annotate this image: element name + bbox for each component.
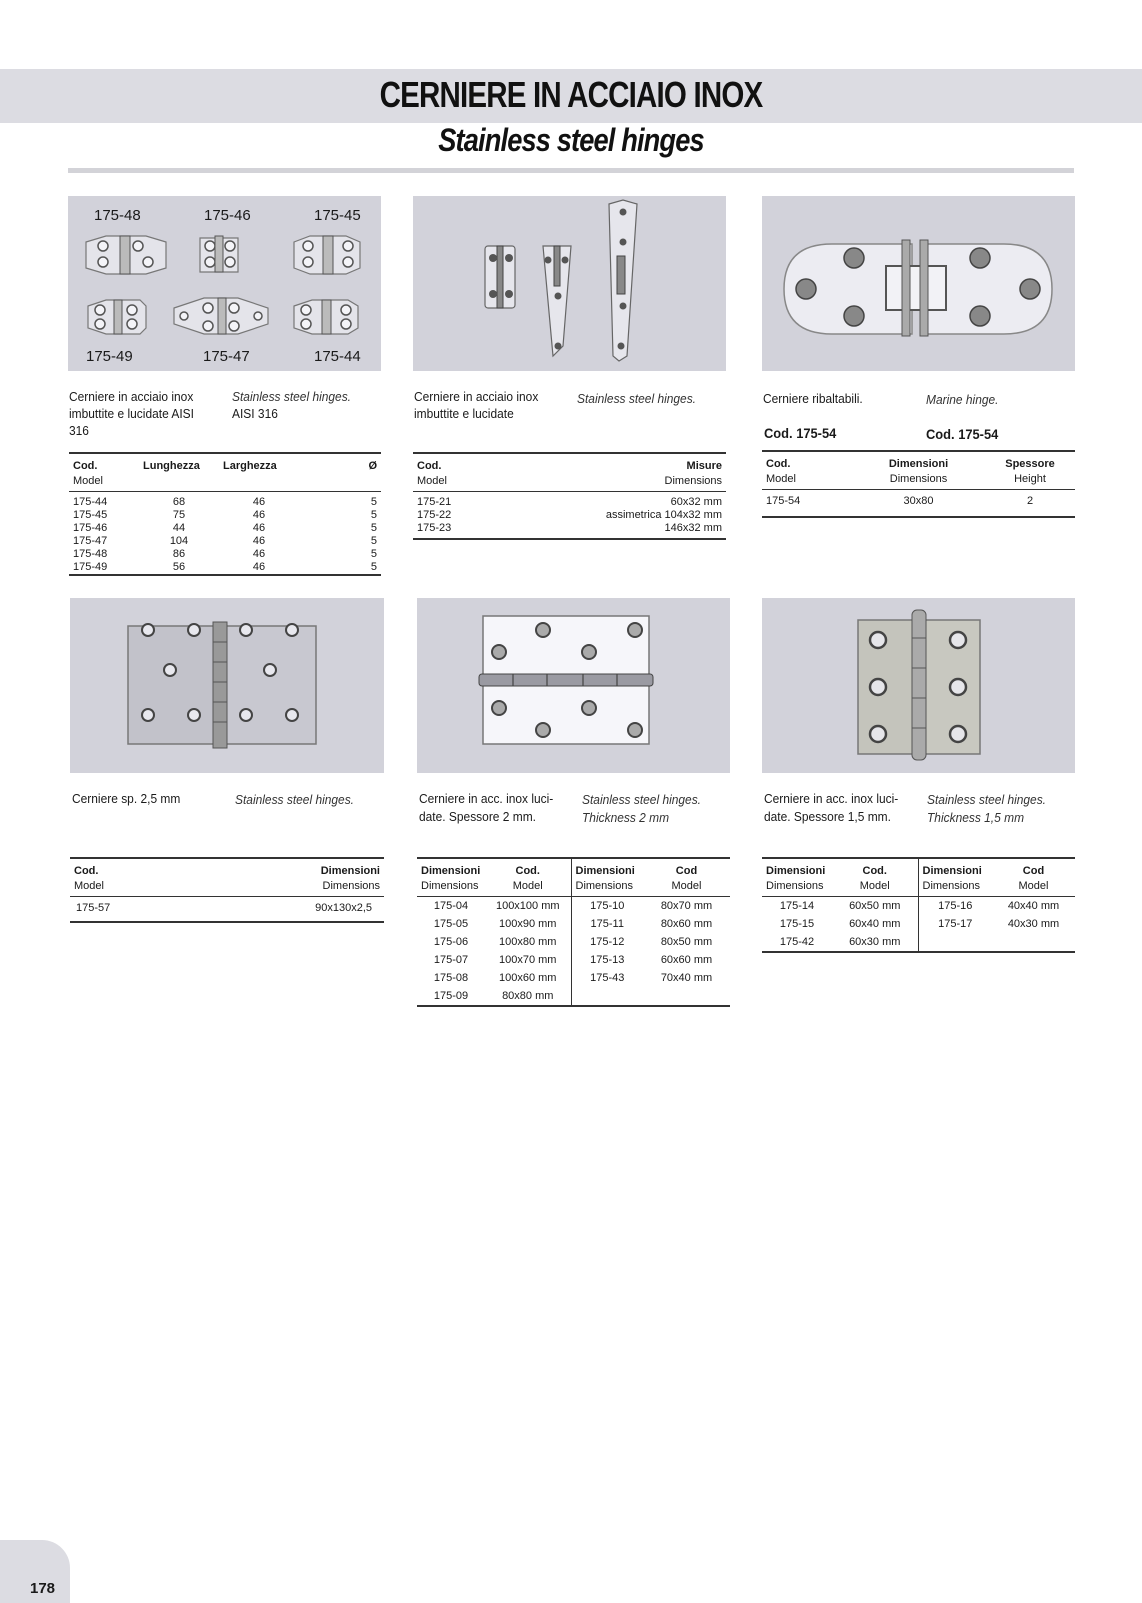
- column-header: Cod: [675, 865, 698, 877]
- table-row: 175-47 104 46 5: [73, 534, 377, 547]
- column-header: Spessore: [1005, 458, 1055, 470]
- column-subheader: Model: [859, 880, 890, 892]
- column-header: Ø: [368, 460, 377, 472]
- product-description-en-2: Thickness 2 mm: [582, 810, 670, 825]
- product-description-it: Cerniere ribaltabili.: [763, 391, 863, 406]
- spec-table-marine-hinge: [762, 450, 1075, 518]
- photo-label-175-47: 175-47: [203, 348, 250, 365]
- column-header: Lunghezza: [143, 460, 200, 472]
- table-row: 175-09 80x80 mm: [417, 987, 730, 1006]
- product-photo-butt-hinge-1-5mm: [762, 598, 1075, 773]
- photo-label-175-48: 175-48: [94, 207, 141, 224]
- column-subheader: Dimensions: [421, 880, 479, 892]
- table-row: 175-07 100x70 mm 175-13 60x60 mm: [417, 951, 730, 969]
- table-row: 175-05 100x90 mm 175-11 80x60 mm: [417, 915, 730, 933]
- column-subheader: Dimensions: [889, 473, 948, 485]
- column-subheader: Dimensions: [664, 475, 722, 487]
- column-subheader: Model: [512, 880, 543, 892]
- page-subtitle: Stainless steel hinges: [438, 122, 704, 158]
- column-header: Cod.: [417, 460, 442, 472]
- table-row: 175-23 146x32 mm: [417, 521, 722, 534]
- column-subheader: Dimensions: [322, 880, 380, 892]
- photo-label-175-46: 175-46: [204, 207, 251, 224]
- column-header: Cod.: [766, 458, 791, 470]
- product-description-en: Marine hinge.: [926, 392, 999, 407]
- table-row: 175-42 60x30 mm: [762, 933, 1075, 952]
- column-header: Larghezza: [223, 460, 277, 472]
- product-description-it-2: date. Spessore 2 mm.: [419, 809, 536, 824]
- product-photo-butt-hinge-2mm: [417, 598, 730, 773]
- column-header: Dimensioni: [766, 865, 826, 877]
- column-subheader: Model: [74, 880, 104, 892]
- product-photo-small-hinges: [68, 196, 381, 371]
- table-row: 175-46 44 46 5: [73, 521, 377, 534]
- column-header: Cod.: [515, 865, 540, 877]
- table-row: 175-15 60x40 mm 175-17 40x30 mm: [762, 915, 1075, 933]
- table-row: 175-48 86 46 5: [73, 547, 377, 560]
- spec-table-butt-hinge-2-5mm: [70, 857, 384, 923]
- column-header: Dimensioni: [888, 458, 949, 470]
- column-subheader: Dimensions: [766, 880, 824, 892]
- spec-table-strap-hinges: [413, 452, 726, 540]
- column-header: Dimensioni: [421, 865, 481, 877]
- spec-table-butt-hinge-2mm: [417, 857, 730, 1007]
- column-header: Cod.: [73, 460, 98, 472]
- table-row: 175-45 75 46 5: [73, 508, 377, 521]
- column-subheader: Height: [1014, 473, 1046, 485]
- table-row: 175-57 90x130x2,5: [76, 902, 372, 914]
- product-description-en: Stainless steel hinges.: [577, 391, 697, 406]
- photo-label-175-49: 175-49: [86, 348, 133, 365]
- table-row: 175-49 56 46 5: [73, 560, 377, 573]
- product-photo-marine-hinge: [762, 196, 1075, 371]
- product-code-it: Cod. 175-54: [764, 425, 837, 441]
- column-subheader: Dimensions: [918, 880, 992, 897]
- column-header: Cod: [1022, 865, 1045, 877]
- product-description-it: Cerniere sp. 2,5 mm: [72, 791, 181, 806]
- column-subheader: Model: [417, 475, 447, 487]
- product-photo-butt-hinge-2-5mm: [70, 598, 384, 773]
- product-description-it: Cerniere in acc. inox luci-: [419, 791, 554, 806]
- product-description-en-spec: AISI 316: [232, 406, 278, 421]
- product-description-en-2: Thickness 1,5 mm: [927, 810, 1025, 825]
- column-subheader: Model: [1018, 880, 1049, 892]
- product-photo-strap-hinges: [413, 196, 726, 371]
- table-row: 175-08 100x60 mm 175-43 70x40 mm: [417, 969, 730, 987]
- product-description-it: Cerniere in acciaio inox imbuttite e lucidate AISI 316: [69, 389, 194, 438]
- column-subheader: Dimensions: [571, 880, 643, 897]
- product-description-en: Stainless steel hinges.: [582, 792, 702, 807]
- page-number: 178: [30, 1580, 56, 1597]
- column-header: Dimensioni: [320, 865, 380, 877]
- table-row: 175-54 30x80 2: [766, 495, 1034, 507]
- column-subheader: Model: [671, 880, 702, 892]
- product-description-en: Stainless steel hinges.: [232, 389, 352, 404]
- column-header: Dimensioni: [571, 858, 643, 880]
- table-row: 175-21 60x32 mm: [417, 495, 722, 508]
- column-subheader: Model: [73, 475, 103, 487]
- product-description-it: Cerniere in acc. inox luci-: [764, 791, 899, 806]
- page-title: CERNIERE IN ACCIAIO INOX: [379, 74, 763, 115]
- column-header: Misure: [686, 460, 722, 472]
- column-header: Cod.: [862, 865, 887, 877]
- table-row: 175-22 assimetrica 104x32 mm: [417, 508, 722, 521]
- photo-label-175-45: 175-45: [314, 207, 361, 224]
- product-description-it: Cerniere in acciaio inox imbuttite e lucidate: [414, 389, 539, 421]
- column-header: Cod.: [74, 865, 99, 877]
- product-code-en: Cod. 175-54: [926, 426, 999, 442]
- product-description-en: Stainless steel hinges.: [927, 792, 1047, 807]
- table-row: 175-04 100x100 mm 175-10 80x70 mm: [417, 897, 730, 916]
- spec-table-small-hinges: [69, 452, 381, 576]
- photo-label-175-44: 175-44: [314, 348, 361, 365]
- product-description-it-2: date. Spessore 1,5 mm.: [764, 809, 891, 824]
- column-header: Dimensioni: [918, 858, 992, 880]
- column-subheader: Model: [766, 473, 796, 485]
- spec-table-butt-hinge-1-5mm: [762, 857, 1075, 953]
- header-divider: [68, 168, 1074, 173]
- table-row: 175-14 60x50 mm 175-16 40x40 mm: [762, 897, 1075, 916]
- table-row: 175-06 100x80 mm 175-12 80x50 mm: [417, 933, 730, 951]
- table-row: 175-44 68 46 5: [73, 495, 377, 508]
- product-description-en: Stainless steel hinges.: [235, 792, 355, 807]
